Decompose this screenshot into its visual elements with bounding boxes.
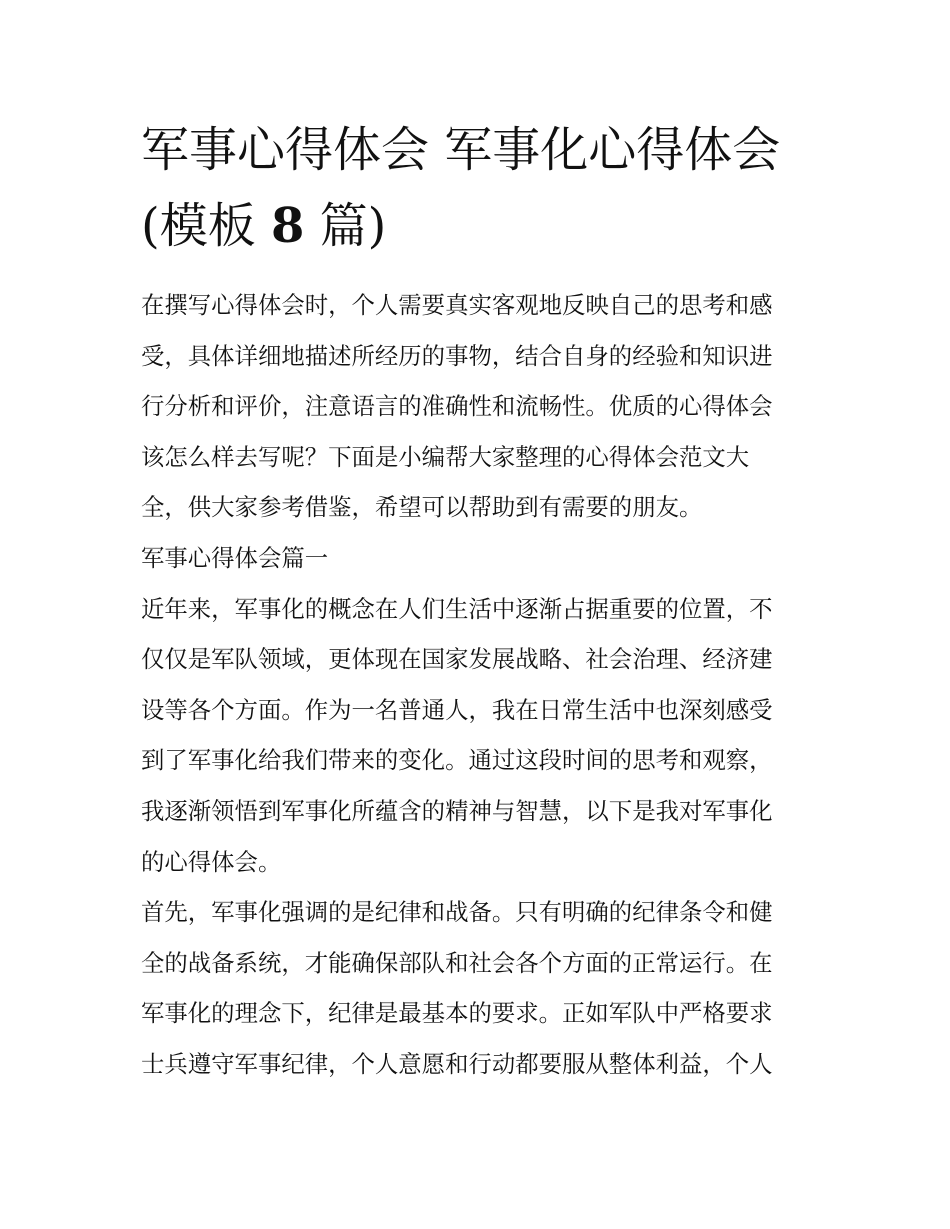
title-line-1: 军事心得体会 军事化心得体会: [141, 122, 781, 178]
body-paragraph-1: [141, 584, 813, 888]
title-line-2: [141, 188, 813, 264]
intro-line: 全，供大家参考借鉴，希望可以帮助到有需要的朋友。: [141, 493, 703, 522]
document-content: [141, 112, 813, 1090]
paragraph-line: 设等各个方面。作为一名普通人，我在日常生活中也深刻感受: [141, 695, 773, 724]
intro-line: 受，具体详细地描述所经历的事物，结合自身的经验和知识进: [141, 341, 773, 370]
title-close: 篇): [304, 198, 387, 254]
paragraph-line: 我逐渐领悟到军事化所蕴含的精神与智慧，以下是我对军事化: [141, 796, 773, 825]
paragraph-line: 全的战备系统，才能确保部队和社会各个方面的正常运行。在: [141, 948, 773, 977]
paragraph-line: 的心得体会。: [141, 847, 282, 876]
paragraph-line: 仅仅是军队领域，更体现在国家发展战略、社会治理、经济建: [141, 645, 773, 674]
document-body: [141, 280, 813, 1090]
paragraph-line: 首先，军事化强调的是纪律和战备。只有明确的纪律条令和健: [141, 898, 773, 927]
document-title: [141, 112, 813, 264]
paragraph-line: 到了军事化给我们带来的变化。通过这段时间的思考和观察，: [141, 746, 773, 775]
body-paragraph-2: [141, 887, 813, 1089]
title-open: (模板: [141, 198, 271, 254]
intro-line: 在撰写心得体会时，个人需要真实客观地反映自己的思考和感: [141, 291, 773, 319]
intro-paragraph: [141, 280, 813, 533]
title-number: 8: [271, 198, 305, 254]
section-heading: 军事心得体会篇一: [141, 543, 329, 572]
intro-line: 行分析和评价，注意语言的准确性和流畅性。优质的心得体会: [141, 392, 773, 421]
paragraph-line: 近年来，军事化的概念在人们生活中逐渐占据重要的位置，不: [141, 594, 773, 623]
paragraph-line: 军事化的理念下，纪律是最基本的要求。正如军队中严格要求: [141, 999, 773, 1028]
intro-line: 该怎么样去写呢？下面是小编帮大家整理的心得体会范文大: [141, 442, 750, 471]
paragraph-line: 士兵遵守军事纪律，个人意愿和行动都要服从整体利益，个人: [141, 1049, 773, 1078]
